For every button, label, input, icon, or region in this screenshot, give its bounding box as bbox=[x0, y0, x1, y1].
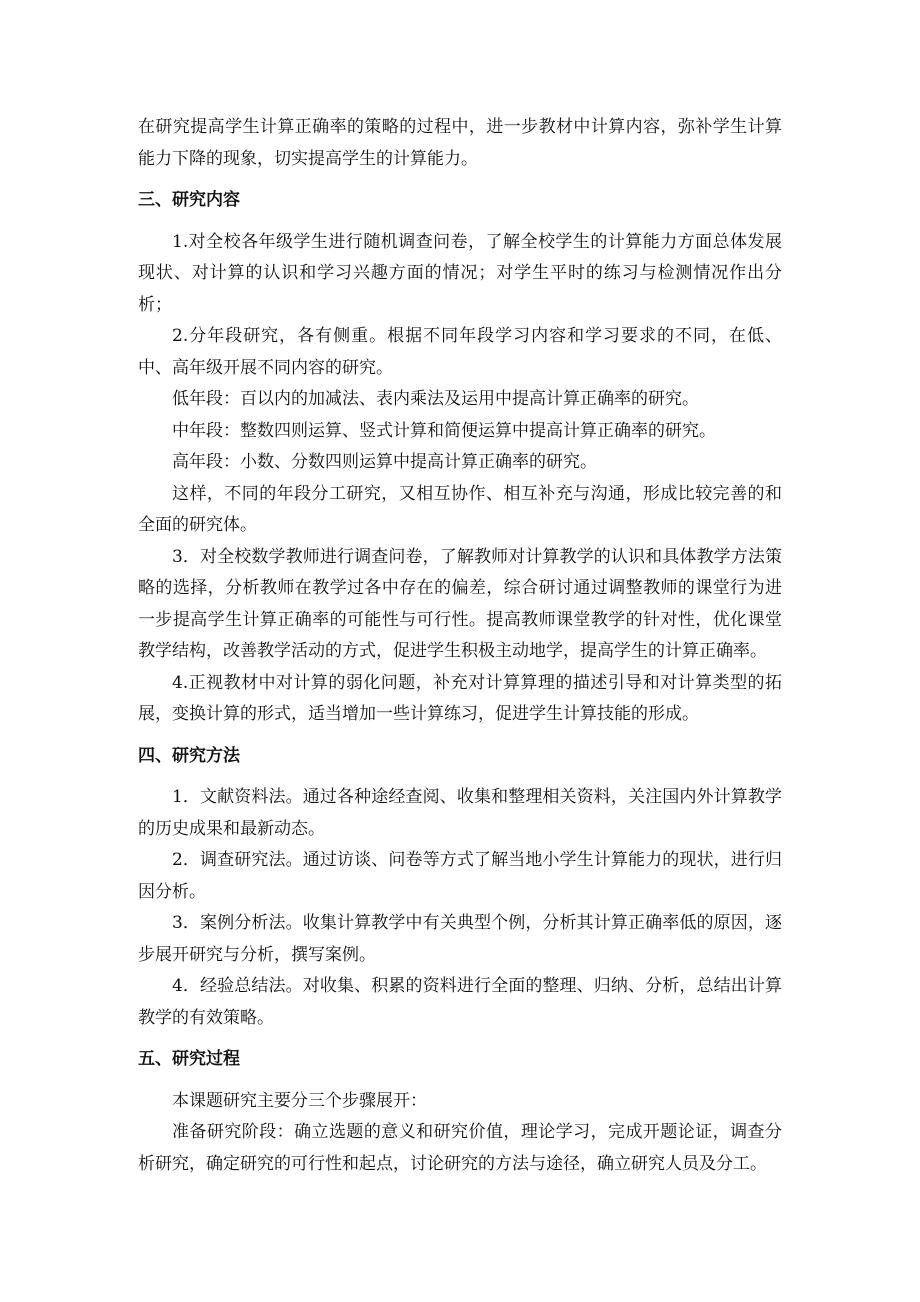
paragraph: 准备研究阶段：确立选题的意义和研究价值，理论学习，完成开题论证，调查分析研究，确定研究的可行性和起点，讨论研究的方法与途径，确立研究人员及分工。 bbox=[138, 1122, 782, 1174]
paragraph: 1．文献资料法。通过各种途经查阅、收集和整理相关资料，关注国内外计算教学的历史成果和最新动态。 bbox=[138, 787, 782, 839]
section-heading: 五、研究过程 bbox=[138, 1049, 240, 1069]
document-page bbox=[138, 112, 782, 1180]
section-research-methods bbox=[138, 741, 782, 1035]
paragraph: 3．案例分析法。收集计算教学中有关典型个例，分析其计算正确率低的原因，逐步展开研究与分析，撰写案例。 bbox=[138, 913, 782, 965]
section-heading: 三、研究内容 bbox=[138, 190, 240, 210]
paragraph: 4．经验总结法。对收集、积累的资料进行全面的整理、归纳、分析，总结出计算教学的有效策略。 bbox=[138, 976, 782, 1028]
section-research-process bbox=[138, 1044, 782, 1180]
paragraph: 3．对全校数学教师进行调查问卷，了解教师对计算教学的认识和具体教学方法策略的选择，分析教师在教学过各中存在的偏差，综合研讨通过调整教师的课堂行为进一步提高学生计算正确率的可能性与可行性。提高教师课堂教学的针对性，优化课堂教学结构，改善教学活动的方式，促进学生积极主动地学，提高学生的计算正确率。 bbox=[138, 546, 782, 661]
paragraph: 低年段：百以内的加减法、表内乘法及运用中提高计算正确率的研究。 bbox=[172, 389, 699, 409]
section-heading: 四、研究方法 bbox=[138, 745, 240, 766]
paragraph: 这样，不同的年段分工研究，又相互协作、相互补充与沟通，形成比较完善的和全面的研究体。 bbox=[138, 483, 782, 535]
intro-paragraph: 在研究提高学生计算正确率的策略的过程中，进一步教材中计算内容，弥补学生计算能力下降的现象，切实提高学生的计算能力。 bbox=[138, 117, 782, 169]
paragraph: 中年段：整数四则运算、竖式计算和简便运算中提高计算正确率的研究。 bbox=[172, 420, 716, 441]
paragraph: 2．调查研究法。通过访谈、问卷等方式了解当地小学生计算能力的现状，进行归因分析。 bbox=[138, 850, 782, 902]
paragraph: 本课题研究主要分三个步骤展开： bbox=[172, 1090, 427, 1111]
paragraph: 2.分年段研究，各有侧重。根据不同年段学习内容和学习要求的不同，在低、中、高年级开展不同内容的研究。 bbox=[138, 326, 782, 378]
paragraph: 1.对全校各年级学生进行随机调查问卷，了解全校学生的计算能力方面总体发展现状、对计算的认识和学习兴趣方面的情况；对学生平时的练习与检测情况作出分析； bbox=[138, 231, 782, 315]
paragraph: 高年段：小数、分数四则运算中提高计算正确率的研究。 bbox=[172, 452, 597, 472]
section-research-content bbox=[138, 185, 782, 731]
paragraph: 4.正视教材中对计算的弱化问题，补充对计算算理的描述引导和对计算类型的拓展，变换计算的形式，适当增加一些计算练习，促进学生计算技能的形成。 bbox=[138, 672, 782, 724]
